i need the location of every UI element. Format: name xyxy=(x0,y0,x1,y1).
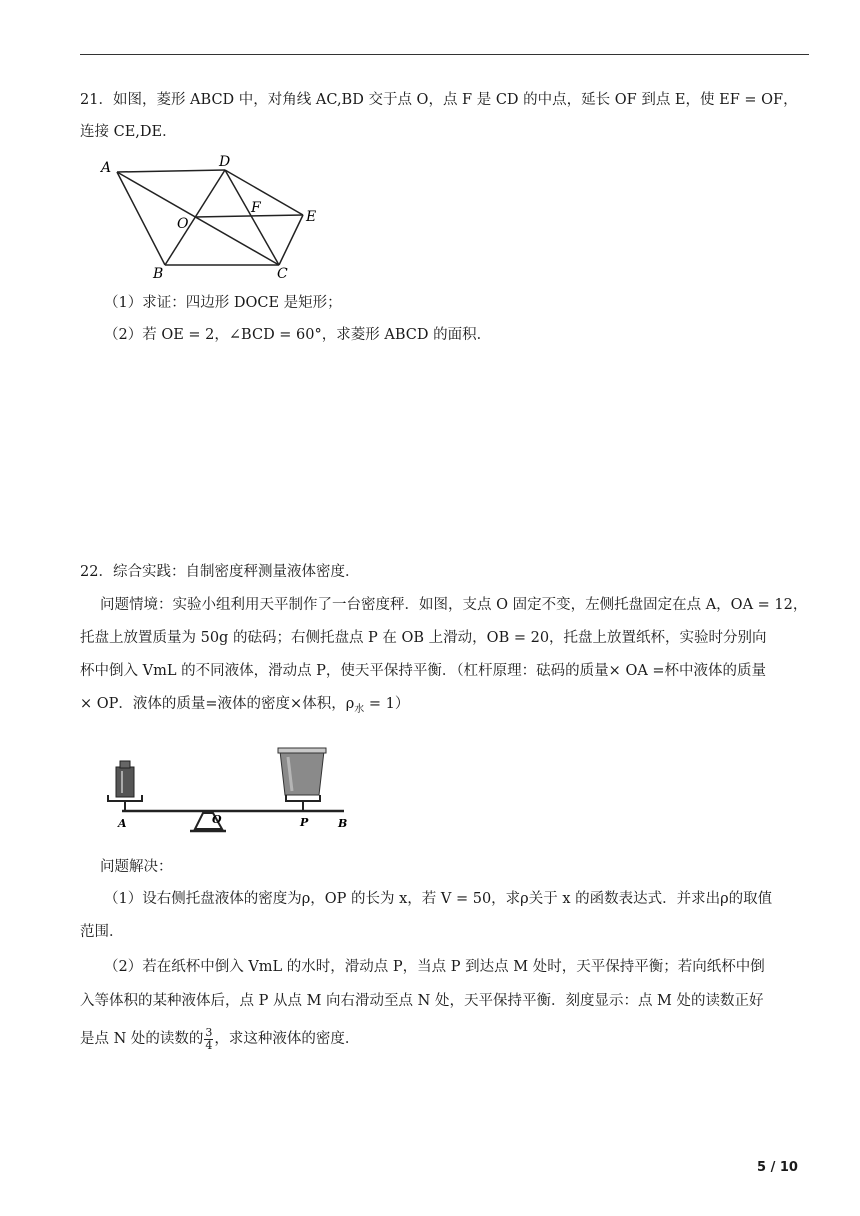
q21-part1: （1）求证：四边形 DOCE 是矩形； xyxy=(104,295,342,311)
weight-icon xyxy=(116,761,134,797)
seg-OE xyxy=(195,215,303,217)
q22-p4: × OP．液体的质量=液体的密度×体积，$\rho_水 = 1$） xyxy=(80,696,410,715)
seg-AD xyxy=(117,170,225,172)
label-D: D xyxy=(219,154,231,170)
right-tray xyxy=(286,795,320,801)
label-B2: B xyxy=(338,817,348,830)
seg-BD xyxy=(165,170,225,265)
rhombus-figure xyxy=(95,150,335,280)
q22-s1a: （1）设右侧托盘液体的密度为ρ，OP 的长为 x，若 V = 50，求ρ关于 x 的函数表达式．并求出ρ的取值 xyxy=(104,891,773,907)
q22-s2c: 是点 N 处的读数的 $\frac{3}{4}$ ，求这种液体的密度． xyxy=(80,1025,360,1052)
label-C: C xyxy=(277,266,288,280)
q21-line2: 连接 CE,DE． xyxy=(80,124,177,140)
cup-icon xyxy=(278,748,326,795)
label-B: B xyxy=(153,266,164,280)
q21-part2: （2）若 OE = 2，∠BCD = 60°，求菱形 ABCD 的面积． xyxy=(104,327,492,343)
q22-s1b: 范围． xyxy=(80,924,124,940)
seg-CD xyxy=(225,170,279,265)
q22-s2b: 入等体积的某种液体后，点 P 从点 M 向右滑动至点 N 处，天平保持平衡．刻度显示：点 M 处的读数正好 xyxy=(80,993,764,1009)
label-A2: A xyxy=(118,817,127,830)
label-A: A xyxy=(101,160,112,176)
label-O: O xyxy=(177,216,189,232)
label-P: P xyxy=(300,816,309,829)
label-O2: O xyxy=(212,813,222,826)
label-F: F xyxy=(251,200,261,216)
q22-s2a: （2）若在纸杯中倒入 VmL 的水时，滑动点 P，当点 P 到达点 M 处时，天平保持平衡；若向纸杯中倒 xyxy=(104,959,765,975)
q22-title: 22．综合实践：自制密度秤测量液体密度． xyxy=(80,564,360,580)
label-E: E xyxy=(306,209,317,225)
seg-CE xyxy=(279,215,303,265)
q22-p1: 问题情境：实验小组利用天平制作了一台密度秤．如图，支点 O 固定不变，左侧托盘固定在点 A，OA = 12， xyxy=(100,597,808,613)
balance-figure xyxy=(100,745,360,835)
header-rule xyxy=(80,54,809,55)
q22-p3: 杯中倒入 VmL 的不同液体，滑动点 P，使天平保持平衡．（杠杆原理：砝码的质量× OA =杯中液体的质量 xyxy=(80,663,767,679)
seg-DE xyxy=(225,170,303,215)
q22-solve: 问题解决： xyxy=(100,859,173,875)
q22-p2: 托盘上放置质量为 50g 的砝码；右侧托盘点 P 在 OB 上滑动，OB = 20，托盘上放置纸杯，实验时分别向 xyxy=(80,630,767,646)
q21-line1: 21．如图，菱形 ABCD 中，对角线 AC,BD 交于点 O，点 F 是 CD 的中点，延长 OF 到点 E，使 EF = OF， xyxy=(80,92,798,108)
page-number: 5 / 10 xyxy=(757,1160,798,1175)
fraction: $\frac{3}{4}$ xyxy=(205,1025,213,1052)
